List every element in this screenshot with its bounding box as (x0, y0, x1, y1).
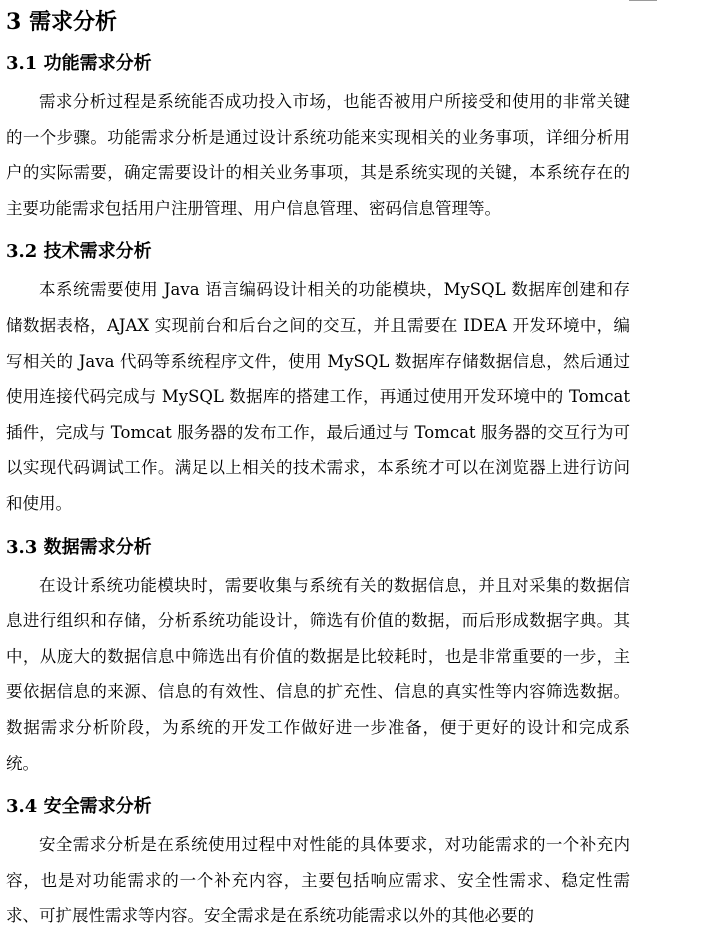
chapter-title: 3 需求分析 (6, 9, 117, 35)
section-heading: 3.2 技术需求分析 (6, 241, 152, 263)
section-paragraph: 安全需求分析是在系统使用过程中对性能的具体要求，对功能需求的一个补充内容，也是对功能需求的一个补充内容，主要包括响应需求、安全性需求、稳定性需求、可扩展性需求等内容。安全需求是在系统功能需求以外的其他必要的 (6, 835, 630, 926)
section-data-requirements (6, 528, 630, 782)
document-page (6, 0, 630, 934)
section-heading: 3.3 数据需求分析 (6, 536, 152, 558)
section-paragraph: 本系统需要使用 Java 语言编码设计相关的功能模块，MySQL 数据库创建和存储数据表格，AJAX 实现前台和后台之间的交互，并且需要在 IDEA 开发环境中，编写相关的 Java 代码等系统程序文件，使用 MySQL 数据库存储数据信息，然后通过使用连接代码完成与 MySQL 数据库的搭建工作，再通过使用开发环境中的 Tomcat 插件，完成与 Tomcat 服务器的发布工作，最后通过与 Tomcat 服务器的交互行为可以实现代码调试工作。满足以上相关的技术需求，本系统才可以在浏览器上进行访问和使用。 (6, 280, 630, 513)
section-paragraph: 在设计系统功能模块时，需要收集与系统有关的数据信息，并且对采集的数据信息进行组织和存储，分析系统功能设计，筛选有价值的数据，而后形成数据字典。其中，从庞大的数据信息中筛选出有价值的数据是比较耗时，也是非常重要的一步，主要依据信息的来源、信息的有效性、信息的扩充性、信息的真实性等内容筛选数据。数据需求分析阶段，为系统的开发工作做好进一步准备，便于更好的设计和完成系统。 (6, 575, 630, 773)
section-technical-requirements (6, 232, 630, 521)
section-heading: 3.4 安全需求分析 (6, 796, 152, 818)
section-security-requirements (6, 787, 630, 934)
section-functional-requirements (6, 44, 630, 226)
section-heading: 3.1 功能需求分析 (6, 53, 152, 74)
page-header-rule (629, 0, 657, 1)
section-paragraph: 需求分析过程是系统能否成功投入市场，也能否被用户所接受和使用的非常关键的一个步骤。功能需求分析是通过设计系统功能来实现相关的业务事项，详细分析用户的实际需要，确定需要设计的相关业务事项，其是系统实现的关键，本系统存在的主要功能需求包括用户注册管理、用户信息管理、密码信息管理等。 (6, 92, 630, 218)
